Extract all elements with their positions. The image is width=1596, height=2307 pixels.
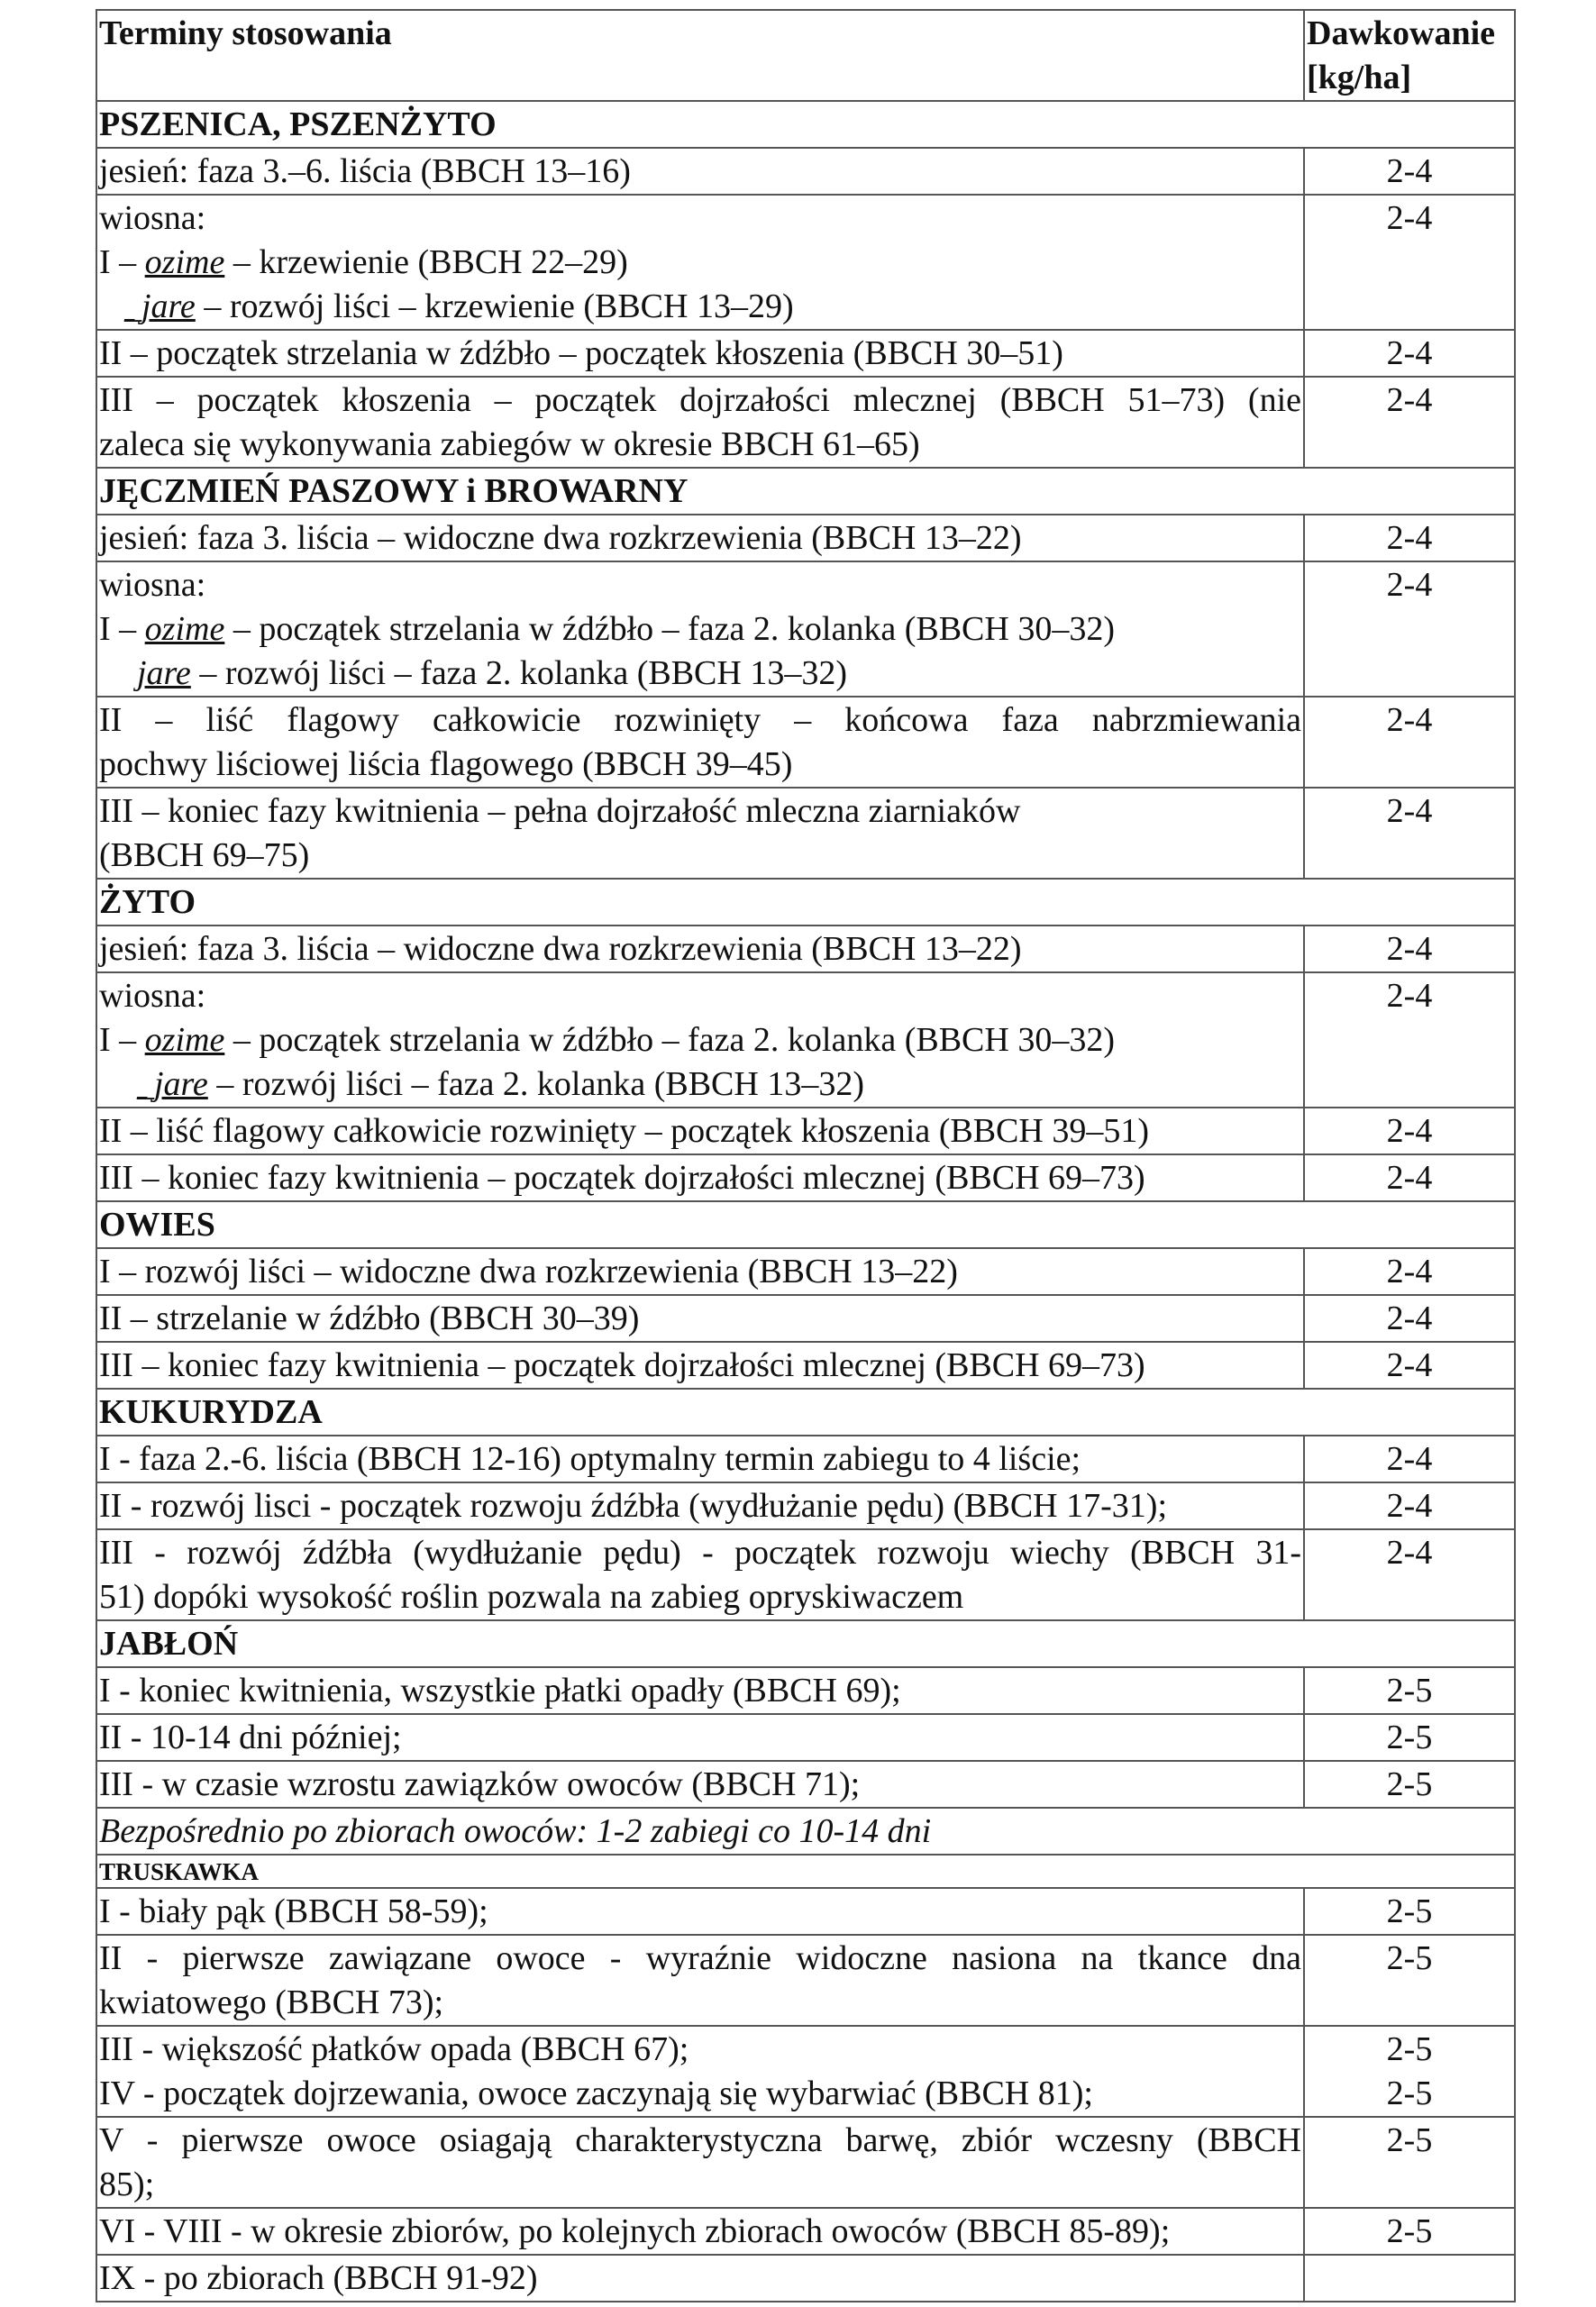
dose-value: 2-4 bbox=[1386, 334, 1433, 372]
term-line: VI - VIII - w okresie zbiorów, po kolejnych zbiorach owoców (BBCH 85-89); bbox=[99, 2212, 1171, 2250]
term-line: III - większość płatków opada (BBCH 67); bbox=[99, 2030, 689, 2068]
term-line: kwiatowego (BBCH 73); bbox=[99, 1983, 444, 2021]
term-cell bbox=[96, 1761, 1304, 1808]
table-row bbox=[96, 2026, 1515, 2117]
crop-heading-row bbox=[96, 468, 1515, 515]
term-cell bbox=[96, 1714, 1304, 1761]
crop-heading-row bbox=[96, 1620, 1515, 1667]
dose-value: 2-5 bbox=[1386, 2074, 1433, 2112]
term-line: _jare – rozwój liści – faza 2. kolanka (BBCH 13–32) bbox=[137, 1065, 864, 1103]
term-cell bbox=[96, 515, 1304, 561]
term-line: V - pierwsze owoce osiagają charakterystyczna barwę, zbiór wczesny (BBCH bbox=[99, 2121, 1301, 2159]
dosage-table bbox=[96, 9, 1516, 2302]
dose-value: 2-4 bbox=[1386, 701, 1433, 739]
emphasis: _jare bbox=[124, 287, 196, 325]
dose-cell bbox=[1304, 1935, 1515, 2026]
dose-value: 2-4 bbox=[1386, 152, 1433, 190]
term-line: jesień: faza 3. liścia – widoczne dwa rozkrzewienia (BBCH 13–22) bbox=[99, 519, 1022, 557]
term-line: 51) dopóki wysokość roślin pozwala na zabieg opryskiwaczem bbox=[99, 1578, 964, 1616]
term-cell bbox=[96, 1935, 1304, 2026]
emphasis: ozime bbox=[144, 610, 225, 648]
table-row bbox=[96, 2255, 1515, 2302]
term-cell bbox=[96, 972, 1304, 1108]
term-line: II – strzelanie w źdźbło (BBCH 30–39) bbox=[99, 1299, 640, 1337]
table-row bbox=[96, 148, 1515, 195]
dose-value: 2-4 bbox=[1386, 1299, 1433, 1337]
term-cell bbox=[96, 1888, 1304, 1935]
header-dosage bbox=[1304, 10, 1515, 101]
term-line: I - faza 2.-6. liścia (BBCH 12-16) optymalny termin zabiegu to 4 liście; bbox=[99, 1440, 1081, 1478]
emphasis: _jare bbox=[137, 1065, 208, 1103]
crop-heading-row bbox=[96, 879, 1515, 926]
dose-cell bbox=[1304, 1295, 1515, 1342]
table-row bbox=[96, 377, 1515, 468]
dose-value: 2-4 bbox=[1386, 566, 1433, 604]
dose-cell bbox=[1304, 2026, 1515, 2117]
dose-cell bbox=[1304, 515, 1515, 561]
dose-value: 2-4 bbox=[1386, 1346, 1433, 1384]
header-terms: Terminy stosowania bbox=[96, 10, 1304, 101]
term-line: I – rozwój liści – widoczne dwa rozkrzewienia (BBCH 13–22) bbox=[99, 1253, 958, 1290]
dose-cell bbox=[1304, 788, 1515, 879]
table-row bbox=[96, 1888, 1515, 1935]
term-line: pochwy liściowej liścia flagowego (BBCH 39–45) bbox=[99, 745, 793, 783]
term-line: I - koniec kwitnienia, wszystkie płatki opadły (BBCH 69); bbox=[99, 1672, 901, 1710]
term-line: III – koniec fazy kwitnienia – pełna dojrzałość mleczna ziarniaków bbox=[99, 792, 1021, 830]
dose-cell bbox=[1304, 195, 1515, 330]
term-cell bbox=[96, 2255, 1304, 2302]
dose-value: 2-5 bbox=[1386, 1892, 1433, 1930]
dose-cell bbox=[1304, 1714, 1515, 1761]
dose-value: 2-4 bbox=[1386, 1253, 1433, 1290]
emphasis: ozime bbox=[144, 243, 225, 281]
dose-cell bbox=[1304, 1529, 1515, 1620]
table-row bbox=[96, 1714, 1515, 1761]
term-cell bbox=[96, 1529, 1304, 1620]
term-cell bbox=[96, 1248, 1304, 1295]
dose-value: 2-4 bbox=[1386, 519, 1433, 557]
term-cell bbox=[96, 377, 1304, 468]
dose-cell bbox=[1304, 1436, 1515, 1482]
crop-heading: KUKURYDZA bbox=[96, 1389, 1515, 1436]
table-row bbox=[96, 788, 1515, 879]
dose-value: 2-4 bbox=[1386, 199, 1433, 237]
term-line: IX - po zbiorach (BBCH 91-92) bbox=[99, 2259, 538, 2297]
header-dosage-line2: [kg/ha] bbox=[1307, 59, 1412, 96]
header-dosage-line1: Dawkowanie bbox=[1307, 14, 1496, 52]
crop-heading-row bbox=[96, 1855, 1515, 1888]
crop-heading: TRUSKAWKA bbox=[96, 1855, 1515, 1888]
dose-cell bbox=[1304, 377, 1515, 468]
dose-cell bbox=[1304, 330, 1515, 377]
term-line: I – ozime – początek strzelania w źdźbło – faza 2. kolanka (BBCH 30–32) bbox=[99, 610, 1115, 648]
term-line: wiosna: bbox=[99, 566, 206, 604]
dose-cell bbox=[1304, 697, 1515, 788]
term-line: I – ozime – krzewienie (BBCH 22–29) bbox=[99, 243, 628, 281]
dose-value: 2-5 bbox=[1386, 1672, 1433, 1710]
table-row bbox=[96, 1436, 1515, 1482]
table-row bbox=[96, 515, 1515, 561]
term-cell bbox=[96, 1667, 1304, 1714]
dose-value: 2-4 bbox=[1386, 977, 1433, 1015]
term-line: III – początek kłoszenia – początek dojrzałości mlecznej (BBCH 51–73) (nie bbox=[99, 381, 1301, 419]
term-line: IV - początek dojrzewania, owoce zaczynają się wybarwiać (BBCH 81); bbox=[99, 2074, 1093, 2112]
table-row bbox=[96, 561, 1515, 697]
term-cell bbox=[96, 1154, 1304, 1201]
term-line: jare – rozwój liści – faza 2. kolanka (BBCH 13–32) bbox=[137, 654, 847, 692]
term-line: II – liść flagowy całkowicie rozwinięty – początek kłoszenia (BBCH 39–51) bbox=[99, 1112, 1149, 1150]
term-cell bbox=[96, 2026, 1304, 2117]
term-cell bbox=[96, 1342, 1304, 1389]
dose-value: 2-4 bbox=[1386, 1440, 1433, 1478]
dose-cell bbox=[1304, 1888, 1515, 1935]
dose-cell bbox=[1304, 148, 1515, 195]
dose-cell bbox=[1304, 972, 1515, 1108]
term-line: II – liść flagowy całkowicie rozwinięty – końcowa faza nabrzmiewania bbox=[99, 701, 1301, 739]
note-text: Bezpośrednio po zbiorach owoców: 1-2 zabiegi co 10-14 dni bbox=[96, 1808, 1515, 1855]
term-line: jesień: faza 3.–6. liścia (BBCH 13–16) bbox=[99, 152, 631, 190]
table-row bbox=[96, 195, 1515, 330]
dose-cell bbox=[1304, 1482, 1515, 1529]
table-row bbox=[96, 1935, 1515, 2026]
term-line: _jare – rozwój liści – krzewienie (BBCH 13–29) bbox=[124, 287, 794, 325]
table-body bbox=[96, 10, 1515, 2302]
dose-cell bbox=[1304, 1342, 1515, 1389]
dose-value: 2-4 bbox=[1386, 381, 1433, 419]
term-line: II - pierwsze zawiązane owoce - wyraźnie widoczne nasiona na tkance dna bbox=[99, 1939, 1301, 1977]
term-cell bbox=[96, 148, 1304, 195]
dose-value: 2-5 bbox=[1386, 2121, 1433, 2159]
term-cell bbox=[96, 788, 1304, 879]
crop-heading: JĘCZMIEŃ PASZOWY i BROWARNY bbox=[96, 468, 1515, 515]
crop-heading: PSZENICA, PSZENŻYTO bbox=[96, 101, 1515, 148]
dose-value: 2-5 bbox=[1386, 2212, 1433, 2250]
term-line: III - rozwój źdźbła (wydłużanie pędu) - początek rozwoju wiechy (BBCH 31- bbox=[99, 1534, 1301, 1572]
dose-value: 2-4 bbox=[1386, 1534, 1433, 1572]
table-row bbox=[96, 1295, 1515, 1342]
table-row bbox=[96, 1248, 1515, 1295]
dose-cell bbox=[1304, 2117, 1515, 2208]
term-line: I - biały pąk (BBCH 58-59); bbox=[99, 1892, 488, 1930]
dose-value: 2-5 bbox=[1386, 1765, 1433, 1803]
table-row bbox=[96, 697, 1515, 788]
crop-heading-row bbox=[96, 101, 1515, 148]
dose-cell bbox=[1304, 2255, 1515, 2302]
table-row bbox=[96, 1761, 1515, 1808]
table-row bbox=[96, 2117, 1515, 2208]
table-row bbox=[96, 926, 1515, 972]
dose-cell bbox=[1304, 1248, 1515, 1295]
term-cell bbox=[96, 2208, 1304, 2255]
term-line: III - w czasie wzrostu zawiązków owoców (BBCH 71); bbox=[99, 1765, 861, 1803]
table-row bbox=[96, 2208, 1515, 2255]
term-line: III – koniec fazy kwitnienia – początek dojrzałości mlecznej (BBCH 69–73) bbox=[99, 1346, 1145, 1384]
crop-heading: ŻYTO bbox=[96, 879, 1515, 926]
dose-cell bbox=[1304, 1667, 1515, 1714]
term-line: 85); bbox=[99, 2166, 155, 2203]
table-row bbox=[96, 1108, 1515, 1154]
table-row bbox=[96, 330, 1515, 377]
dose-value: 2-5 bbox=[1386, 1719, 1433, 1756]
dose-cell bbox=[1304, 2208, 1515, 2255]
crop-heading-row bbox=[96, 1201, 1515, 1248]
term-line: wiosna: bbox=[99, 977, 206, 1015]
term-cell bbox=[96, 926, 1304, 972]
dose-cell bbox=[1304, 561, 1515, 697]
dose-cell bbox=[1304, 1154, 1515, 1201]
table-row bbox=[96, 1667, 1515, 1714]
term-cell bbox=[96, 1482, 1304, 1529]
term-cell bbox=[96, 1295, 1304, 1342]
term-line: (BBCH 69–75) bbox=[99, 836, 310, 874]
term-line: II – początek strzelania w źdźbło – początek kłoszenia (BBCH 30–51) bbox=[99, 334, 1063, 372]
term-cell bbox=[96, 2117, 1304, 2208]
header-row bbox=[96, 10, 1515, 101]
dose-cell bbox=[1304, 1108, 1515, 1154]
dose-value: 2-4 bbox=[1386, 930, 1433, 968]
term-cell bbox=[96, 1436, 1304, 1482]
term-cell bbox=[96, 1108, 1304, 1154]
term-line: II - 10-14 dni później; bbox=[99, 1719, 402, 1756]
term-line: jesień: faza 3. liścia – widoczne dwa rozkrzewienia (BBCH 13–22) bbox=[99, 930, 1022, 968]
term-cell bbox=[96, 697, 1304, 788]
term-cell bbox=[96, 330, 1304, 377]
term-line: zaleca się wykonywania zabiegów w okresie BBCH 61–65) bbox=[99, 425, 920, 463]
crop-heading-row bbox=[96, 1389, 1515, 1436]
emphasis: jare bbox=[137, 654, 191, 692]
term-cell bbox=[96, 561, 1304, 697]
term-line: I – ozime – początek strzelania w źdźbło – faza 2. kolanka (BBCH 30–32) bbox=[99, 1021, 1115, 1059]
table-row bbox=[96, 1154, 1515, 1201]
dose-cell bbox=[1304, 926, 1515, 972]
dose-value: 2-5 bbox=[1386, 2030, 1433, 2068]
table-row bbox=[96, 1482, 1515, 1529]
table-row bbox=[96, 1529, 1515, 1620]
note-row bbox=[96, 1808, 1515, 1855]
emphasis: ozime bbox=[144, 1021, 225, 1059]
dose-value: 2-4 bbox=[1386, 1159, 1433, 1197]
table-row bbox=[96, 1342, 1515, 1389]
table-row bbox=[96, 972, 1515, 1108]
crop-heading: JABŁOŃ bbox=[96, 1620, 1515, 1667]
term-line: II - rozwój lisci - początek rozwoju źdźbła (wydłużanie pędu) (BBCH 17-31); bbox=[99, 1487, 1167, 1525]
dose-value: 2-4 bbox=[1386, 1487, 1433, 1525]
term-cell bbox=[96, 195, 1304, 330]
term-line: III – koniec fazy kwitnienia – początek dojrzałości mlecznej (BBCH 69–73) bbox=[99, 1159, 1145, 1197]
dose-cell bbox=[1304, 1761, 1515, 1808]
crop-heading: OWIES bbox=[96, 1201, 1515, 1248]
dose-value: 2-4 bbox=[1386, 1112, 1433, 1150]
term-line: wiosna: bbox=[99, 199, 206, 237]
dose-value: 2-4 bbox=[1386, 792, 1433, 830]
dose-value: 2-5 bbox=[1386, 1939, 1433, 1977]
